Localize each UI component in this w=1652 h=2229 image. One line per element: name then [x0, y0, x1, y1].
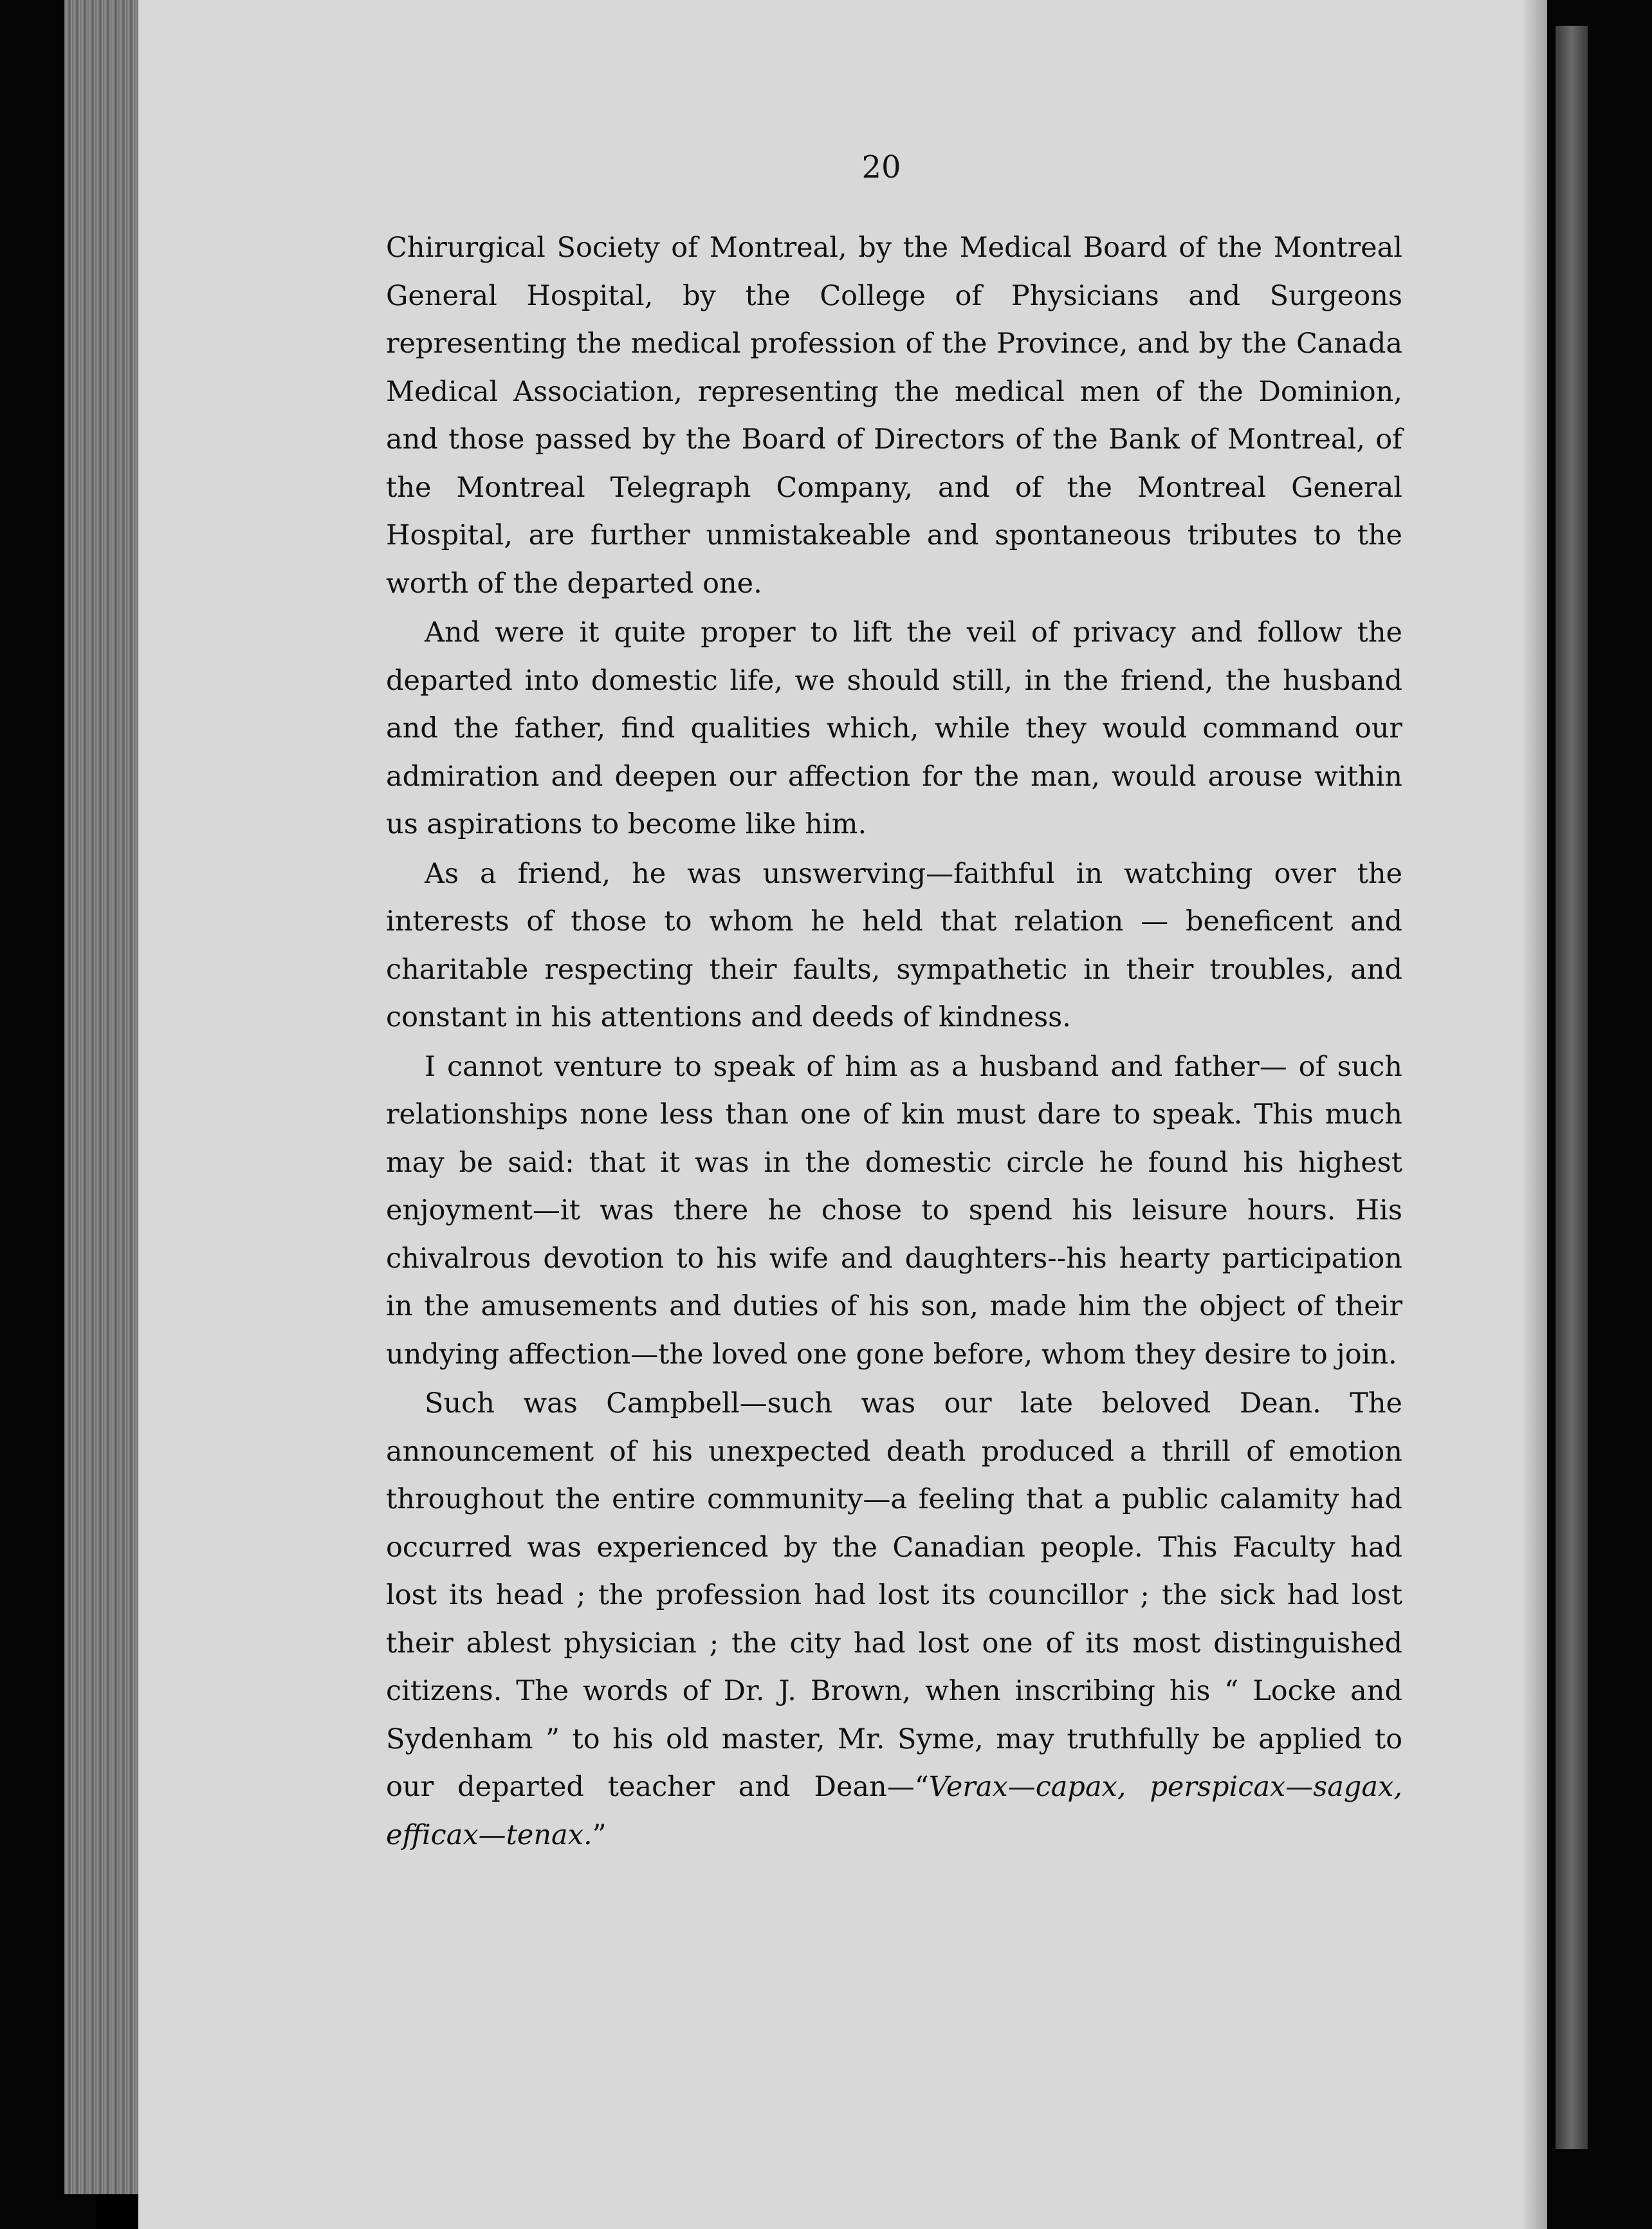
- page-number: 20: [861, 149, 901, 185]
- paragraph-1: Chirurgical Society of Montreal, by the Medical Board of the Montreal General Hospital, by the College of Physicians and Surgeons representing the medical profession of the Province, and by the Canada Medical Association, representing the medical men of the Dominion, and those passed by the Board of Directors of the Bank of Montreal, of the Montreal Telegraph Company, and of the Montreal General Hospital, are further unmistakeable and spontaneous tributes to the worth of the departed one.: [386, 232, 1402, 600]
- closing-quote-mark: ”: [592, 1818, 607, 1851]
- paragraph-4: I cannot venture to speak of him as a husband and father— of such relationships none less than one of kin must dare to speak. This much may be said: that it was in the domestic circle he found his highest enjoyment—it was there he chose to spend his leisure hours. His chivalrous devotion to his wife and daughters--his hearty participation in the amusements and duties of his son, made him the object of their undying affection—the loved one gone before, whom they desire to join.: [386, 1050, 1402, 1371]
- paragraph-5: [386, 1380, 1402, 1859]
- book-spine-edge: [1556, 26, 1588, 2149]
- paragraph-3: As a friend, he was unswerving—faithful in watching over the interests of those to whom he held that relation — beneficent and charitable respecting their faults, sympathetic in their troubles, and constant in his attentions and deeds of kindness.: [386, 857, 1402, 1033]
- body-text: [386, 224, 1402, 1860]
- paragraph-2: And were it quite proper to lift the veil of privacy and follow the departed into domestic life, we should still, in the friend, the husband and the father, find qualities which, while they would command our admiration and deepen our affection for the man, would arouse within us aspirations to become like him.: [386, 616, 1402, 840]
- latin-quote: Verax—capax, perspicax—sagax, efficax—tenax.: [386, 1771, 1402, 1851]
- paragraph-5-text: Such was Campbell—such was our late beloved Dean. The announcement of his unexpected death produced a thrill of emotion throughout the entire community—a feeling that a public calamity had occurred was experienced by the Canadian people. This Faculty had lost its head ; the profession had lost its councillor ; the sick had lost their ablest physician ; the city had lost one of its most distinguished citizens. The words of Dr. J. Brown, when inscribing his “ Locke and Sydenham ” to his old master, Mr. Syme, may truthfully be applied to our departed teacher and Dean—“: [386, 1387, 1402, 1803]
- book-page-edges: [64, 0, 143, 2194]
